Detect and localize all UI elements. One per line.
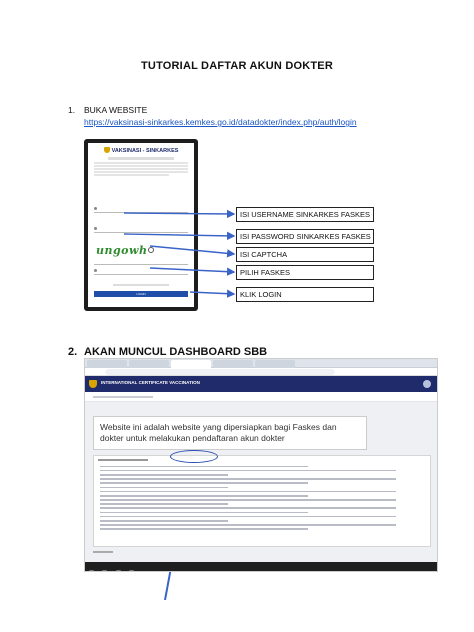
- text-line: [100, 487, 228, 489]
- login-url-link[interactable]: https://vaksinasi-sinkarkes.kemkes.go.id/datadokter/index.php/auth/login: [84, 117, 357, 127]
- text-line: [100, 499, 396, 501]
- arrow-password: [124, 234, 234, 236]
- instructions-panel: [93, 455, 431, 547]
- browser-icon[interactable]: [116, 570, 121, 572]
- welcome-banner: Website ini adalah website yang dipersiapkan bagi Faskes dan dokter untuk melakukan pendaftaran akun dokter: [93, 416, 367, 450]
- text-line: [100, 512, 308, 514]
- text-line: [100, 482, 308, 484]
- instructions-heading: [94, 456, 430, 463]
- callout-login: KLIK LOGIN: [236, 287, 374, 302]
- folder-icon[interactable]: [129, 570, 134, 572]
- text-line: [100, 495, 308, 497]
- callout-username: ISI USERNAME SINKARKES FASKES: [236, 207, 374, 222]
- browser-tab[interactable]: [213, 360, 253, 368]
- step-2-heading: [68, 346, 267, 358]
- url-field[interactable]: [105, 369, 335, 375]
- text-line: [100, 528, 308, 530]
- search-icon[interactable]: [102, 570, 107, 572]
- browser-tab-active[interactable]: [171, 360, 211, 368]
- breadcrumb: [85, 392, 437, 402]
- login-button[interactable]: LOGIN: [94, 291, 188, 297]
- link-highlight-ring: [170, 450, 218, 463]
- callout-faskes: PILIH FASKES: [236, 265, 374, 280]
- arrow-username: [124, 213, 234, 214]
- text-line: [100, 520, 228, 522]
- text-line: [100, 507, 396, 509]
- taskbar: [85, 562, 437, 571]
- callout-captcha: ISI CAPTCHA: [236, 247, 374, 262]
- captcha-image: ungowh: [96, 244, 148, 257]
- browser-tab[interactable]: [255, 360, 295, 368]
- text-line: [100, 491, 396, 493]
- app-name: INTERNATIONAL CERTIFICATE VACCINATION: [101, 380, 200, 385]
- address-bar: [85, 368, 437, 376]
- browser-tab[interactable]: [129, 360, 169, 368]
- app-header: [85, 376, 437, 392]
- arrow-captcha: [150, 246, 234, 254]
- step-1-number: 1.: [68, 105, 76, 115]
- dashboard-screenshot: [84, 358, 438, 572]
- browser-tab[interactable]: [87, 360, 127, 368]
- text-line: [100, 503, 228, 505]
- emblem-icon: [89, 380, 97, 388]
- document-title: TUTORIAL DAFTAR AKUN DOKTER: [141, 60, 333, 72]
- browser-tabs: [85, 359, 437, 368]
- arrow-faskes: [150, 268, 234, 272]
- text-line: [100, 466, 308, 468]
- avatar[interactable]: [423, 380, 431, 388]
- step-2-number: 2.: [68, 346, 78, 358]
- text-line: [100, 470, 396, 472]
- footer: [93, 551, 113, 553]
- step-2-label: AKAN MUNCUL DASHBOARD SBB: [84, 346, 268, 358]
- text-line: [100, 478, 396, 480]
- text-line: [100, 516, 396, 518]
- start-icon[interactable]: [89, 570, 94, 572]
- callout-password: ISI PASSWORD SINKARKES FASKES: [236, 229, 374, 244]
- step-1-label: BUKA WEBSITE: [84, 105, 148, 115]
- arrow-login: [190, 292, 234, 294]
- text-line: [100, 474, 228, 476]
- text-line: [100, 524, 396, 526]
- login-brand-text: VAKSINASI - SINKARKES: [111, 148, 179, 154]
